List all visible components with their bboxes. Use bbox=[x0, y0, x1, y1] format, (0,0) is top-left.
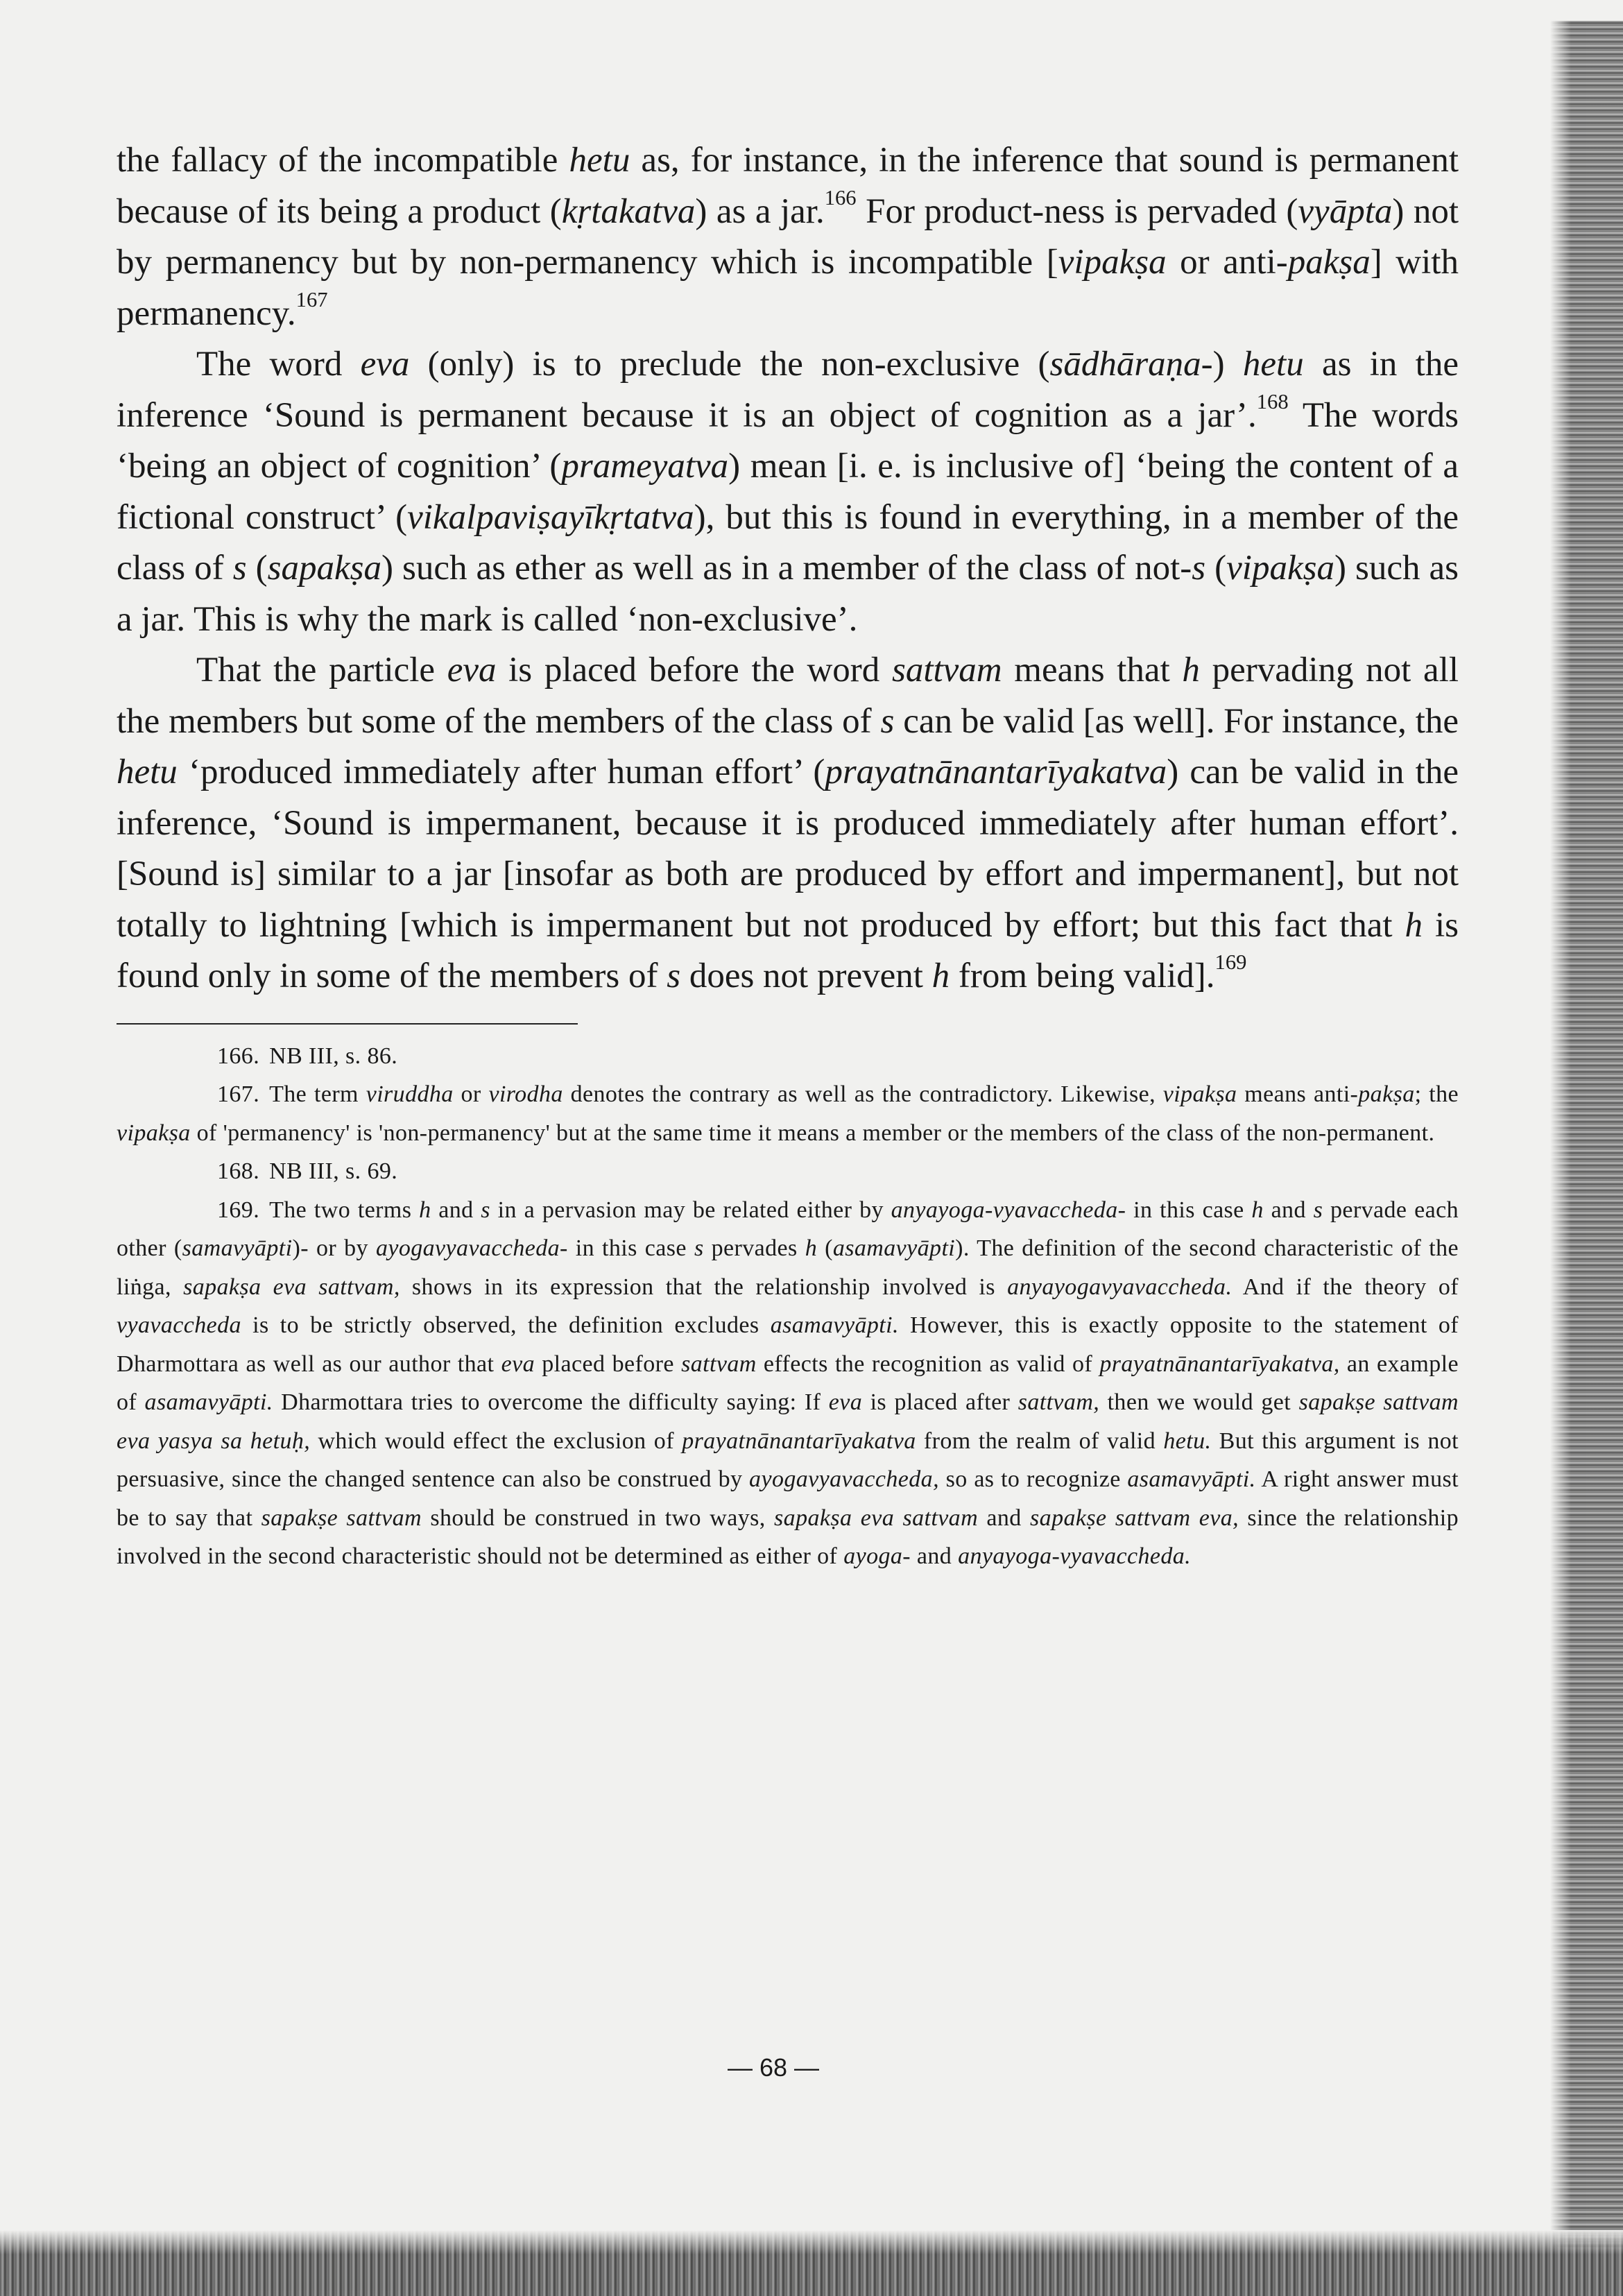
italic-term: sapakṣa eva sattvam bbox=[774, 1505, 979, 1531]
scan-edge-bottom bbox=[0, 2230, 1623, 2296]
paragraph-3: That the particle eva is placed before the word sattvam means that h pervading not all the members but some of the members of the class of s can be valid [as well]. For instance, the hetu ‘produced immediately after human effort’ (prayatnānantarīyakatva) can be valid in the inference, ‘Sound is impermanent, because it is produced immediately after human effort’. [Sound is] similar to a jar [insofar as both are produced by effort and impermanent], but not totally to lightning [which is impermanent but not produced by effort; but this fact that h is found only in some of the members of s does not prevent h from being valid].$^{169}$ bbox=[117, 651, 1459, 995]
italic-term: vipakṣa bbox=[1058, 243, 1167, 282]
footnotes bbox=[117, 1037, 1459, 1576]
footnote-number: 168. bbox=[217, 1158, 260, 1184]
italic-term: hetu bbox=[569, 141, 630, 180]
page bbox=[117, 135, 1459, 1576]
italic-term: sapakṣa bbox=[267, 549, 381, 588]
italic-term: anyayoga-vyavaccheda. bbox=[958, 1543, 1192, 1569]
footnote-text: The term viruddha or virodha denotes the contrary as well as the contradictory. Likewise, vipakṣa means anti-pakṣa; the vipakṣa of 'permanency' is 'non-permanency' but at the same time it means a member or the members of the class of the non-permanent. bbox=[117, 1081, 1459, 1146]
italic-term: eva bbox=[501, 1351, 535, 1377]
footnote-text: NB III, s. 69. bbox=[269, 1158, 398, 1184]
italic-term: sattvam bbox=[681, 1351, 757, 1377]
footnote-number: 169. bbox=[217, 1197, 260, 1223]
italic-term: vipakṣa bbox=[117, 1120, 191, 1146]
footnote-ref: 168 bbox=[1256, 389, 1289, 413]
italic-term: s bbox=[667, 957, 681, 995]
body-text bbox=[117, 135, 1459, 1002]
italic-term: h bbox=[1251, 1197, 1264, 1223]
italic-term: viruddha bbox=[366, 1081, 454, 1107]
italic-term: prayatnānantarīyakatva bbox=[682, 1428, 916, 1454]
italic-term: sattvam bbox=[891, 651, 1002, 689]
paragraph-1: the fallacy of the incompatible hetu as, for instance, in the inference that sound is permanent because of its being a product (kṛtakatva) as a jar.$^{166}$ For product-ness is pervaded (vyāpta) not by permanency but by non-permanency which is incompatible [vipakṣa or anti-pakṣa] with permanency.$^{167}$ bbox=[117, 141, 1459, 333]
italic-term: s bbox=[1313, 1197, 1323, 1223]
footnote-166 bbox=[117, 1037, 1459, 1076]
footnote-ref: 169 bbox=[1214, 950, 1247, 974]
italic-term: anyayogavyavaccheda. bbox=[1007, 1274, 1233, 1300]
italic-term: s bbox=[1192, 549, 1206, 588]
italic-term: asamavyāpti. bbox=[1127, 1466, 1256, 1492]
italic-term: s bbox=[232, 549, 247, 588]
italic-term: vyāpta bbox=[1298, 191, 1393, 231]
italic-term: pakṣa bbox=[1358, 1081, 1415, 1107]
italic-term: samavyāpti bbox=[182, 1235, 293, 1261]
italic-term: sapakṣe sattvam bbox=[261, 1505, 422, 1531]
italic-term: s bbox=[880, 701, 895, 741]
italic-term: sādhāraṇa- bbox=[1049, 345, 1213, 384]
footnote-169 bbox=[117, 1191, 1459, 1576]
italic-term: hetu bbox=[1242, 345, 1304, 384]
italic-term: sattvam, bbox=[1017, 1389, 1100, 1415]
scan-edge-right bbox=[1550, 21, 1623, 2247]
italic-term: vikalpaviṣayīkṛtatva bbox=[407, 497, 694, 537]
italic-term: anyayoga-vyavaccheda- bbox=[891, 1197, 1126, 1223]
footnote-167 bbox=[117, 1075, 1459, 1152]
paragraph-2: The word eva (only) is to preclude the non-exclusive (sādhāraṇa-) hetu as in the inference ‘Sound is permanent because it is an object of cognition as a jar’.$^{168}$ The words ‘being an object of cognition’ (prameyatva) mean [i. e. is inclusive of] ‘being the content of a fictional construct’ (vikalpaviṣayīkṛtatva), but this is found in everything, in a member of the class of s (sapakṣa) such as ether as well as in a member of the class of not-s (vipakṣa) such as a jar. This is why the mark is called ‘non-exclusive’. bbox=[117, 345, 1459, 639]
italic-term: vipakṣa bbox=[1162, 1081, 1237, 1107]
footnote-168 bbox=[117, 1152, 1459, 1191]
italic-term: vipakṣa bbox=[1226, 549, 1334, 588]
italic-term: sapakṣe sattvam eva yasya sa hetuḥ, bbox=[117, 1389, 1459, 1454]
italic-term: h bbox=[1182, 651, 1200, 689]
italic-term: s bbox=[481, 1197, 490, 1223]
italic-term: vyavaccheda bbox=[117, 1312, 241, 1338]
italic-term: pakṣa bbox=[1287, 243, 1371, 282]
italic-term: kṛtakatva bbox=[561, 191, 696, 231]
italic-term: ayogavyavaccheda, bbox=[749, 1466, 939, 1492]
italic-term: hetu bbox=[117, 753, 178, 791]
italic-term: asamavyāpti. bbox=[144, 1389, 273, 1415]
italic-term: h bbox=[931, 957, 950, 995]
footnote-number: 166. bbox=[217, 1043, 260, 1069]
italic-term: eva bbox=[447, 651, 497, 689]
footnote-rule bbox=[117, 1023, 578, 1025]
italic-term: sapakṣe sattvam eva, bbox=[1030, 1505, 1239, 1531]
italic-term: s bbox=[694, 1235, 704, 1261]
footnote-number: 167. bbox=[217, 1081, 260, 1107]
italic-term: virodha bbox=[488, 1081, 563, 1107]
footnote-text: The two terms h and s in a pervasion may be related either by anyayoga-vyavaccheda- in this case h and s pervade each other (samavyāpti)- or by ayogavyavaccheda- in this case s pervades h (asamavyāpti). The definition of the second characteristic of the liṅga, sapakṣa eva sattvam, shows in its expression that the relationship involved is anyayogavyavaccheda. And if the theory of vyavaccheda is to be strictly observed, the definition excludes asamavyāpti. However, this is exactly opposite to the statement of Dharmottara as well as our author that eva placed before sattvam effects the recognition as valid of prayatnānantarīyakatva, an example of asamavyāpti. Dharmottara tries to overcome the difficulty saying: If eva is placed after sattvam, then we would get sapakṣe sattvam eva yasya sa hetuḥ, which would effect the exclusion of prayatnānantarīyakatva from the realm of valid hetu. But this argument is not persuasive, since the changed sentence can also be construed by ayogavyavaccheda, so as to recognize asamavyāpti. A right answer must be to say that sapakṣe sattvam should be construed in two ways, sapakṣa eva sattvam and sapakṣe sattvam eva, since the relationship involved in the second characteristic should not be determined as either of ayoga- and anyayoga-vyavaccheda. bbox=[117, 1197, 1459, 1569]
italic-term: hetu. bbox=[1163, 1428, 1212, 1454]
italic-term: asamavyāpti. bbox=[770, 1312, 899, 1338]
italic-term: prameyatva bbox=[561, 447, 729, 486]
italic-term: prayatnānantarīyakatva bbox=[825, 753, 1167, 791]
italic-term: ayoga- bbox=[843, 1543, 911, 1569]
italic-term: eva bbox=[360, 345, 410, 384]
italic-term: prayatnānantarīyakatva, bbox=[1099, 1351, 1340, 1377]
italic-term: h bbox=[1405, 905, 1423, 945]
footnote-text: NB III, s. 86. bbox=[269, 1043, 398, 1069]
page-number: — 68 — bbox=[727, 2053, 820, 2082]
italic-term: asamavyāpti bbox=[832, 1235, 956, 1261]
footnote-ref: 167 bbox=[295, 287, 328, 311]
italic-term: sapakṣa eva sattvam, bbox=[183, 1274, 400, 1300]
italic-term: ayogavyavaccheda- bbox=[375, 1235, 568, 1261]
italic-term: h bbox=[419, 1197, 431, 1223]
italic-term: h bbox=[805, 1235, 818, 1261]
italic-term: eva bbox=[828, 1389, 863, 1415]
footnote-ref: 166 bbox=[824, 185, 857, 209]
